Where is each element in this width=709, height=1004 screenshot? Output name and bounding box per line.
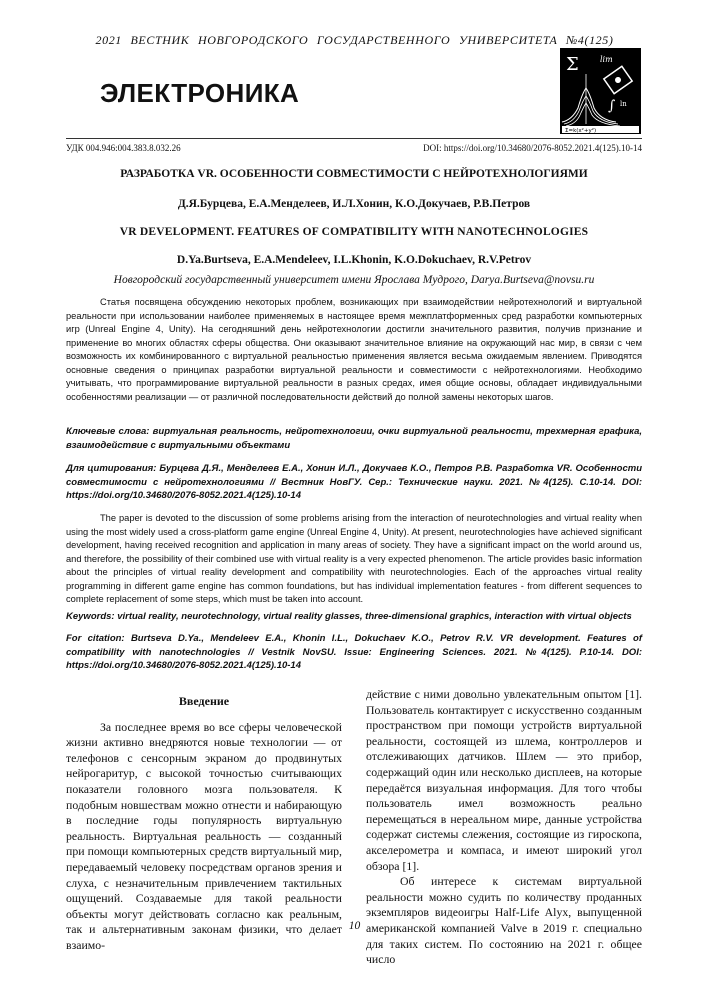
body-paragraph: За последнее время во все сферы человеческой жизни активно внедряются новые технологии — от телефонов с сенсорным экраном до продвинутых нейрогаритур, с высокой точностью считывающих показатели головного мозга пользователя. К подобным новшествам можно отнести и набирающую в последние годы популярность виртуальную реальность. Виртуальная реальность — созданный при помощи компьютерных средств виртуальный мир, передаваемый человеку посредствам органов зрения и слуха, с незначительным привлечением тактильных ощущений. Создаваемые для такой реальности объекты могут действовать согласно как реальным, так и альтернативным законам физики, что делает взаимо- <box>66 719 342 952</box>
svg-text:∫: ∫ <box>608 98 616 114</box>
svg-text:lim: lim <box>600 55 613 64</box>
article-title-en: VR DEVELOPMENT. FEATURES OF COMPATIBILITY WITH NANOTECHNOLOGIES <box>119 226 589 238</box>
abstract-en: The paper is devoted to the discussion of some problems arising from the interaction of neurotechnologies and virtual reality when using the most widely used a cross-platform game engine (Unreal Engine 4, Unity). At present, neurotechnologies have achieved significant development, having received recognition and application in many areas of society. They have a significant impact on the world around us, and therefore, the possibility of their combined use with virtual reality is a very expected phenomenon. The article provides basic information about the principles of virtual reality development and compatibility with neurotechnologies. Each of the approaches virtual reality programming in different game engine has common foundations, but has individual implementation features - from different sequences to complete replacement of some steps, which must be taken into account. <box>66 513 642 604</box>
authors-ru: Д.Я.Бурцева, Е.А.Менделеев, И.Л.Хонин, К.О.Докучаев, Р.В.Петров <box>177 198 531 210</box>
body-paragraph: Об интересе к системам виртуальной реальности можно судить по количеству проданных экземпляров видеоигры Half-Life Alyx, выпущенной американской компанией Valve в 2019 г. специально для таких систем. По состоянию на 2021 г. общее число <box>366 874 642 967</box>
body-column-left <box>66 687 342 954</box>
header-rule <box>66 138 642 139</box>
article-title-ru: РАЗРАБОТКА VR. ОСОБЕННОСТИ СОВМЕСТИМОСТИ С НЕЙРОТЕХНОЛОГИЯМИ <box>120 168 588 180</box>
affiliation: Новгородский государственный университет имени Ярослава Мудрого, Darya.Burtseva@novsu.ru <box>113 274 595 286</box>
body-paragraph: действие с ними довольно увлекательным опытом [1]. Пользователь контактирует с искусственно созданным пространством при помощи устройств виртуальной реальности, состоящей из шлема, контроллеров и отслеживающих датчиков. Шлем — это прибор, содержащий один или несколько дисплеев, на которые передаётся визуальная информация. Для того чтобы пользователь имел возможность реально перемещаться в нереальном мире, данные устройства содержат системы слежения, состоящие из гироскопа, акселерометра и компаса, и имеют широкий угол обзора [1]. <box>366 687 642 873</box>
journal-emblem-icon <box>560 48 641 134</box>
authors-en: D.Ya.Burtseva, E.A.Mendeleev, I.L.Khonin, K.O.Dokuchaev, R.V.Petrov <box>176 254 532 266</box>
section-heading-intro: Введение <box>178 694 230 708</box>
running-head: 2021 ВЕСТНИК НОВГОРОДСКОГО ГОСУДАРСТВЕННОГО УНИВЕРСИТЕТА №4(125) <box>95 33 614 47</box>
doi-link[interactable]: DOI: https://doi.org/10.34680/2076-8052.2021.4(125).10-14 <box>423 143 642 153</box>
citation-ru: Для цитирования: Бурцева Д.Я., Менделеев Е.А., Хонин И.Л., Докучаев К.О., Петров Р.В. Разработка VR. Особенности совместимости с нейротехнологиями // Вестник НовГУ. Сер.: Технические науки. 2021. №4(125). С.10-14. DOI: https://doi.org/10.34680/2076-8052.2021.4(125).10-14 <box>66 463 642 501</box>
svg-text:ln: ln <box>620 100 627 108</box>
keywords-en: Keywords: virtual reality, neurotechnology, virtual reality glasses, three-dimensional graphics, interaction with virtual objects <box>66 611 632 622</box>
citation-en: For citation: Burtseva D.Ya., Mendeleev E.A., Khonin I.L., Dokuchaev K.O., Petrov R.V. VR development. Features of compatibility with nanotechnologies // Vestnik NovSU. Issue: Engineering Sciences. 2021. №4(125). P.10-14. DOI: https://doi.org/10.34680/2076-8052.2021.4(125).10-14 <box>66 633 642 671</box>
page-number: 10 <box>348 920 361 932</box>
keywords-ru: Ключевые слова: виртуальная реальность, нейротехнологии, очки виртуальной реальности, трехмерная графика, взаимодействие с виртуальными объектами <box>66 426 642 451</box>
svg-text:Σ: Σ <box>566 54 579 75</box>
udc-code: УДК 004.946:004.383.8.032.26 <box>66 143 181 153</box>
svg-text:Σ=k(x²+y²): Σ=k(x²+y²) <box>565 128 597 134</box>
section-title: ЭЛЕКТРОНИКА <box>100 78 300 108</box>
abstract-ru: Статья посвящена обсуждению некоторых проблем, возникающих при взаимодействии нейротехнологий и виртуальной реальности при использовании наиболее применяемых в настоящее время межплатформенных сред разработки компьютерных игр (Unreal Engine 4, Unity). На сегодняшний день нейротехнологии достигли значительного развития, получив признание и применение во многих областях сферы общества. Они оказывают значительное влияние на окружающий нас мир, в связи с чем возможность их комбинированного с виртуальной реальностью применения является весьма ожидаемым явлением. Приводятся основные сведения о принципах разработки виртуальной реальности и совместимости с нейротехнологиями. Необходимо учитывать, что программирование виртуальной реальности в разных средах, имея общие основы, обладает индивидуальными особенностями реализации — от различной последовательности действий до полной замены некоторых шагов. <box>66 297 642 402</box>
